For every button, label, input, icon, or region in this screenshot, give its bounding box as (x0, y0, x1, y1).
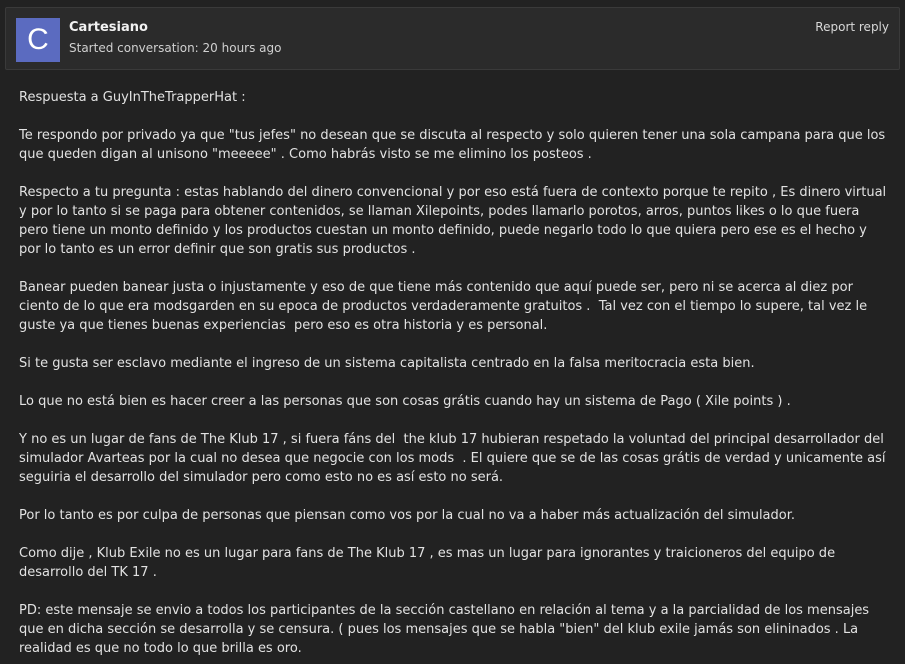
message-paragraph: Y no es un lugar de fans de The Klub 17 , si fuera fáns del the klub 17 hubieran respetado la voluntad del principal desarrollador del simulador Avarteas por la cual no desea que negocie con los mods . El quiere que se de las cosas grátis de verdad y unicamente así seguiria el desarrollo del simulador pero como esto no es así esto no será. (19, 432, 890, 485)
message-paragraph: Respuesta a GuyInTheTrapperHat : (19, 90, 246, 105)
message-paragraph: Como dije , Klub Exile no es un lugar para fans de The Klub 17 , es mas un lugar para ignorantes y traicioneros del equipo de desarrollo del TK 17 . (19, 546, 840, 580)
avatar[interactable]: C (16, 18, 60, 62)
conversation-meta: Started conversation: 20 hours ago (69, 41, 282, 55)
message-paragraph: Si te gusta ser esclavo mediante el ingreso de un sistema capitalista centrado en la falsa meritocracia esta bien. (19, 356, 755, 371)
conversation-header (5, 7, 900, 70)
message-paragraph: Banear pueden banear justa o injustamente y eso de que tiene más contenido que aquí puede ser, pero ni se acerca al diez por ciento de lo que era modsgarden en su epoca de productos verdaderamente gratuitos . Tal vez con el tiempo lo supere, tal vez le guste ya que tienes buenas experiencias pero eso es otra historia y es personal. (19, 280, 872, 333)
message-paragraph: Por lo tanto es por culpa de personas que piensan como vos por la cual no va a haber más actualización del simulador. (19, 508, 796, 523)
report-reply-link[interactable]: Report reply (815, 20, 889, 34)
message-body (19, 88, 889, 664)
message-paragraph: Te respondo por privado ya que "tus jefes" no desean que se discuta al respecto y solo quieren tener una sola campana para que los que queden digan al unisono "meeeee" . Como habrás visto se me elimino los posteos . (19, 128, 890, 162)
message-paragraph: PD: este mensaje se envio a todos los participantes de la sección castellano en relación al tema y a la parcialidad de los mensajes que en dicha sección se desarrolla y se censura. ( pues los mensajes que se habla "bien" del klub exile jamás son elininados . La realidad es que no todo lo que brilla es oro. (19, 603, 874, 656)
username-link[interactable]: Cartesiano (69, 20, 148, 35)
message-paragraph: Respecto a tu pregunta : estas hablando del dinero convencional y por eso está fuera de contexto porque te repito , Es dinero virtual y por lo tanto si se paga para obtener contenidos, se llaman Xilepoints, podes llamarlo porotos, arros, puntos likes o lo que fuera pero tiene un monto definido y los productos cuestan un monto definido, puede negarlo todo lo que quiera pero ese es el hecho y por lo tanto es un error definir que son gratis sus productos . (19, 185, 891, 257)
message-paragraph: Lo que no está bien es hacer creer a las personas que son cosas grátis cuando hay un sistema de Pago ( Xile points ) . (19, 394, 791, 409)
